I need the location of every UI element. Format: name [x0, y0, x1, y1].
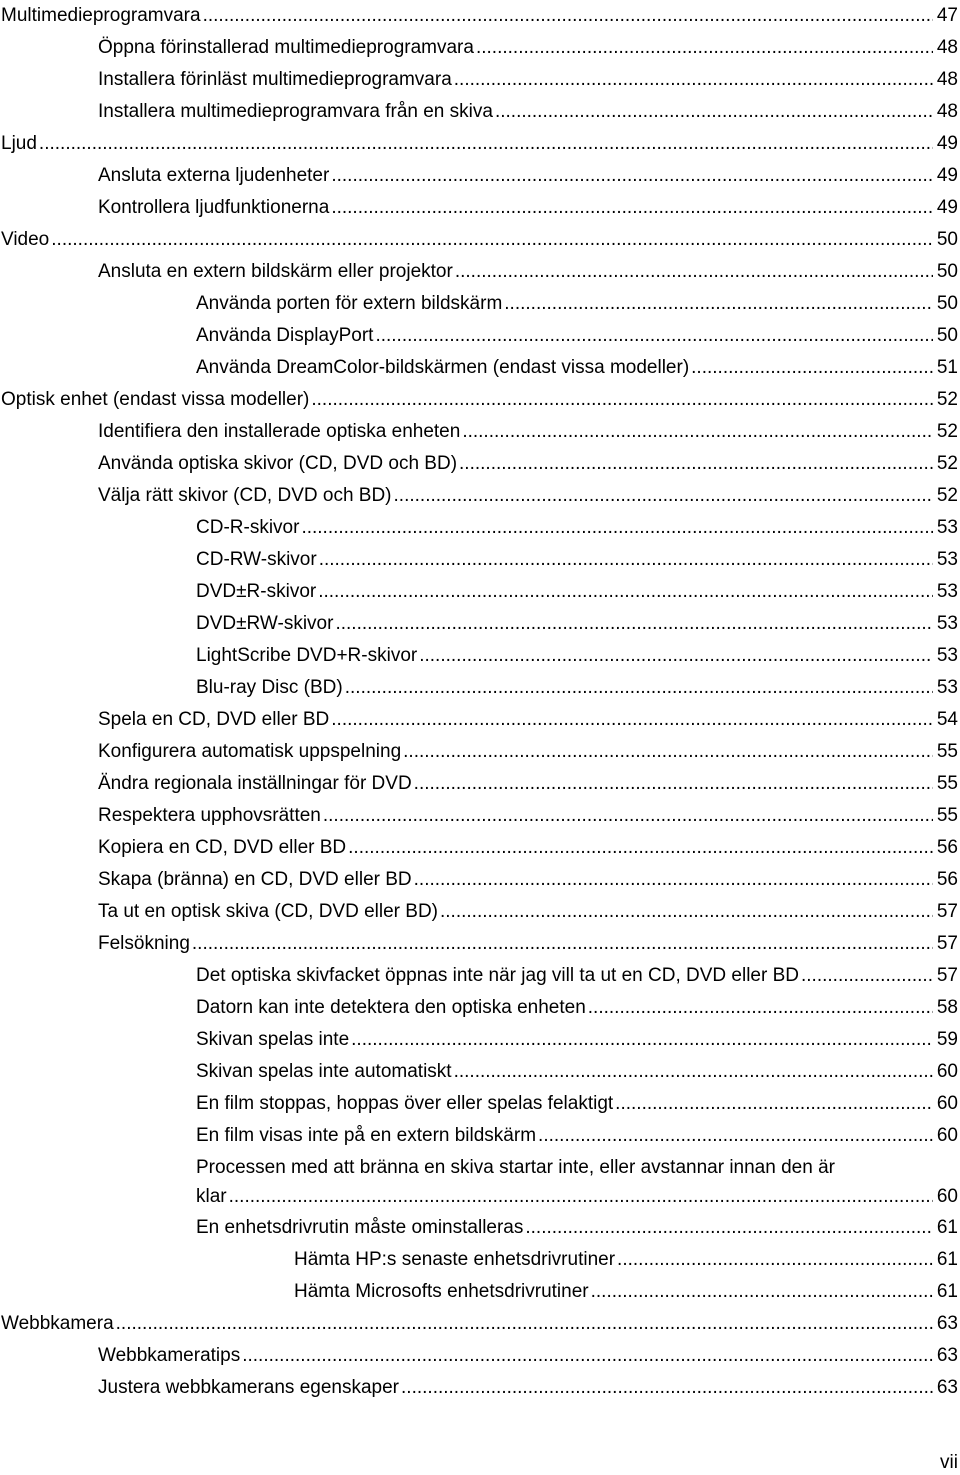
toc-entry-label: Ta ut en optisk skiva (CD, DVD eller BD) [98, 901, 438, 922]
toc-entry-label: Det optiska skivfacket öppnas inte när jag vill ta ut en CD, DVD eller BD [196, 965, 799, 986]
toc-entry-page: 49 [936, 133, 958, 154]
toc-entry-page: 63 [936, 1377, 958, 1398]
toc-entry-label: Installera förinläst multimedieprogramvara [98, 69, 452, 90]
toc-entry-page: 56 [936, 869, 958, 890]
dot-leader [375, 320, 932, 352]
toc-entry-label: LightScribe DVD+R-skivor [196, 645, 418, 666]
dot-leader [454, 1056, 933, 1088]
dot-leader [51, 224, 933, 256]
toc-entry-label: Respektera upphovsrätten [98, 805, 321, 826]
dot-leader [459, 448, 933, 480]
dot-leader [331, 192, 933, 224]
dot-leader [615, 1088, 933, 1120]
dot-leader [331, 704, 933, 736]
dot-leader [318, 576, 933, 608]
toc-entry-label: Justera webbkamerans egenskaper [98, 1377, 400, 1398]
toc-entry-page: 52 [936, 421, 958, 442]
toc-entry-label: Webbkamera [1, 1313, 114, 1334]
dot-leader [229, 1182, 933, 1212]
toc-entry-page: 47 [936, 5, 958, 26]
toc-entry[interactable] [0, 448, 958, 480]
toc-entry-label: Identifiera den installerade optiska enheten [98, 421, 461, 442]
dot-leader [419, 640, 933, 672]
dot-leader [348, 832, 933, 864]
dot-leader [462, 416, 933, 448]
toc-entry-label: Video [1, 229, 50, 250]
toc-entry[interactable] [0, 416, 958, 448]
toc-entry[interactable] [0, 800, 958, 832]
toc-entry-label: En film visas inte på en extern bildskärm [196, 1125, 537, 1146]
toc-entry-page: 57 [936, 901, 958, 922]
toc-entry-label: Skivan spelas inte [196, 1029, 350, 1050]
dot-leader [301, 512, 932, 544]
toc-entry-label: Felsökning [98, 933, 190, 954]
toc-entry-label: En enhetsdrivrutin måste ominstalleras [196, 1217, 524, 1238]
toc-entry-page: 57 [936, 933, 958, 954]
toc-entry-label: CD-R-skivor [196, 517, 300, 538]
toc-entry[interactable] [0, 480, 958, 512]
toc-entry[interactable] [0, 1152, 958, 1212]
toc-entry-label: Använda DreamColor-bildskärmen (endast vissa modeller) [196, 357, 690, 378]
toc-entry-page: 63 [936, 1313, 958, 1334]
toc-entry-label: Kopiera en CD, DVD eller BD [98, 837, 347, 858]
dot-leader [538, 1120, 933, 1152]
dot-leader [242, 1340, 933, 1372]
toc-entry[interactable] [0, 928, 958, 960]
page-number: vii [940, 1452, 958, 1473]
toc-entry[interactable] [0, 0, 958, 32]
dot-leader [203, 0, 933, 32]
dot-leader [311, 384, 932, 416]
dot-leader [39, 128, 933, 160]
dot-leader [455, 256, 933, 288]
toc-entry-page: 48 [936, 37, 958, 58]
toc-entry-page: 61 [936, 1281, 958, 1302]
dot-leader [192, 928, 933, 960]
dot-leader [525, 1212, 932, 1244]
toc-entry-label: Ansluta en extern bildskärm eller projektor [98, 261, 453, 282]
toc-entry-label: Öppna förinstallerad multimedieprogramvara [98, 37, 474, 58]
toc-entry[interactable] [0, 832, 958, 864]
toc-entry-page: 48 [936, 101, 958, 122]
toc-entry-page: 60 [936, 1093, 958, 1114]
toc-entry-page: 60 [936, 1061, 958, 1082]
dot-leader [617, 1244, 933, 1276]
toc-entry-page: 63 [936, 1345, 958, 1366]
toc-entry-label: Hämta Microsofts enhetsdrivrutiner [294, 1281, 589, 1302]
toc-entry[interactable] [0, 96, 958, 128]
toc-entry[interactable] [0, 1056, 958, 1088]
dot-leader [335, 608, 932, 640]
toc-entry[interactable] [0, 224, 958, 256]
dot-leader [351, 1024, 933, 1056]
toc-entry-label: Spela en CD, DVD eller BD [98, 709, 330, 730]
toc-entry-label: Webbkameratips [98, 1345, 241, 1366]
toc-entry[interactable] [0, 960, 958, 992]
toc-entry-page: 52 [936, 389, 958, 410]
toc-entry-label-continued: klar [196, 1186, 227, 1207]
dot-leader [440, 896, 933, 928]
toc-entry[interactable] [0, 736, 958, 768]
toc-entry-label: Kontrollera ljudfunktionerna [98, 197, 330, 218]
toc-entry[interactable] [0, 256, 958, 288]
dot-leader [394, 480, 933, 512]
dot-leader [588, 992, 933, 1024]
toc-entry[interactable] [0, 640, 958, 672]
toc-entry[interactable] [0, 1372, 958, 1404]
dot-leader [331, 160, 933, 192]
toc-entry-page: 51 [936, 357, 958, 378]
dot-leader [403, 736, 933, 768]
dot-leader [591, 1276, 933, 1308]
toc-entry-page: 55 [936, 741, 958, 762]
toc-entry[interactable] [0, 1120, 958, 1152]
toc-entry-label: DVD±RW-skivor [196, 613, 334, 634]
toc-entry[interactable] [0, 1024, 958, 1056]
toc-entry[interactable] [0, 512, 958, 544]
dot-leader [401, 1372, 933, 1404]
toc-entry-label: Skivan spelas inte automatiskt [196, 1061, 452, 1082]
toc-entry[interactable] [0, 64, 958, 96]
toc-entry-page: 52 [936, 453, 958, 474]
toc-entry-page: 59 [936, 1029, 958, 1050]
toc-entry[interactable] [0, 1212, 958, 1244]
toc-entry[interactable] [0, 320, 958, 352]
toc-entry-label: Ljud [1, 133, 37, 154]
toc-entry-page: 53 [936, 613, 958, 634]
toc-entry-page: 60 [936, 1186, 958, 1207]
toc-entry-page: 53 [936, 549, 958, 570]
toc-entry[interactable] [0, 192, 958, 224]
toc-entry-page: 54 [936, 709, 958, 730]
toc-entry-page: 53 [936, 581, 958, 602]
toc-entry-label: Installera multimedieprogramvara från en skiva [98, 101, 493, 122]
toc-entry-label: Multimedieprogramvara [1, 5, 201, 26]
toc-entry-page: 49 [936, 197, 958, 218]
toc-entry-label: Välja rätt skivor (CD, DVD och BD) [98, 485, 392, 506]
toc-entry[interactable] [0, 992, 958, 1024]
toc-entry-label: Skapa (bränna) en CD, DVD eller BD [98, 869, 412, 890]
toc-entry-label: Ändra regionala inställningar för DVD [98, 773, 412, 794]
dot-leader [345, 672, 933, 704]
toc-entry-page: 52 [936, 485, 958, 506]
toc-entry-page: 50 [936, 261, 958, 282]
dot-leader [801, 960, 933, 992]
toc-entry-label: Hämta HP:s senaste enhetsdrivrutiner [294, 1249, 616, 1270]
toc-entry-page: 57 [936, 965, 958, 986]
toc-entry[interactable] [0, 608, 958, 640]
toc-entry-label: CD-RW-skivor [196, 549, 317, 570]
dot-leader [414, 768, 933, 800]
toc-entry[interactable] [0, 1340, 958, 1372]
toc-entry-page: 53 [936, 645, 958, 666]
toc-entry[interactable] [0, 896, 958, 928]
toc-entry-page: 60 [936, 1125, 958, 1146]
dot-leader [454, 64, 933, 96]
toc-entry-page: 61 [936, 1249, 958, 1270]
toc-entry-label: Datorn kan inte detektera den optiska enheten [196, 997, 586, 1018]
toc-entry-label: Optisk enhet (endast vissa modeller) [1, 389, 310, 410]
toc-entry-page: 50 [936, 325, 958, 346]
toc-entry-label: Använda porten för extern bildskärm [196, 293, 503, 314]
toc-entry-page: 56 [936, 837, 958, 858]
dot-leader [323, 800, 933, 832]
toc-entry-label: Ansluta externa ljudenheter [98, 165, 330, 186]
toc-entry[interactable] [0, 1276, 958, 1308]
toc-entry[interactable] [0, 672, 958, 704]
dot-leader [691, 352, 933, 384]
dot-leader [476, 32, 933, 64]
toc-entry[interactable] [0, 704, 958, 736]
toc-entry[interactable] [0, 384, 958, 416]
toc-entry-label: Blu-ray Disc (BD) [196, 677, 343, 698]
toc-entry[interactable] [0, 1244, 958, 1276]
toc-entry-label: DVD±R-skivor [196, 581, 317, 602]
toc-entry-page: 50 [936, 229, 958, 250]
toc-entry-label: En film stoppas, hoppas över eller spelas felaktigt [196, 1093, 614, 1114]
toc-entry-page: 48 [936, 69, 958, 90]
toc-entry-page: 55 [936, 773, 958, 794]
toc-entry-page: 50 [936, 293, 958, 314]
toc-entry-label: Processen med att bränna en skiva startar inte, eller avstannar innan den är [196, 1157, 835, 1178]
toc-entry-page: 61 [936, 1217, 958, 1238]
toc-entry[interactable] [0, 352, 958, 384]
dot-leader [504, 288, 933, 320]
toc-entry[interactable] [0, 576, 958, 608]
toc-entry-page: 55 [936, 805, 958, 826]
toc-entry[interactable] [0, 1088, 958, 1120]
toc-entry[interactable] [0, 160, 958, 192]
toc-entry-label: Konfigurera automatisk uppspelning [98, 741, 402, 762]
toc-entry[interactable] [0, 544, 958, 576]
dot-leader [319, 544, 933, 576]
toc-entry[interactable] [0, 864, 958, 896]
toc-entry-page: 58 [936, 997, 958, 1018]
dot-leader [116, 1308, 933, 1340]
toc-entry[interactable] [0, 128, 958, 160]
toc-entry[interactable] [0, 32, 958, 64]
toc-entry-page: 53 [936, 677, 958, 698]
toc-entry-label: Använda DisplayPort [196, 325, 374, 346]
toc-entry-page: 49 [936, 165, 958, 186]
toc-entry[interactable] [0, 1308, 958, 1340]
dot-leader [414, 864, 933, 896]
dot-leader [495, 96, 933, 128]
toc-entry-page: 53 [936, 517, 958, 538]
toc-entry[interactable] [0, 288, 958, 320]
toc-entry[interactable] [0, 768, 958, 800]
toc-entry-label: Använda optiska skivor (CD, DVD och BD) [98, 453, 458, 474]
